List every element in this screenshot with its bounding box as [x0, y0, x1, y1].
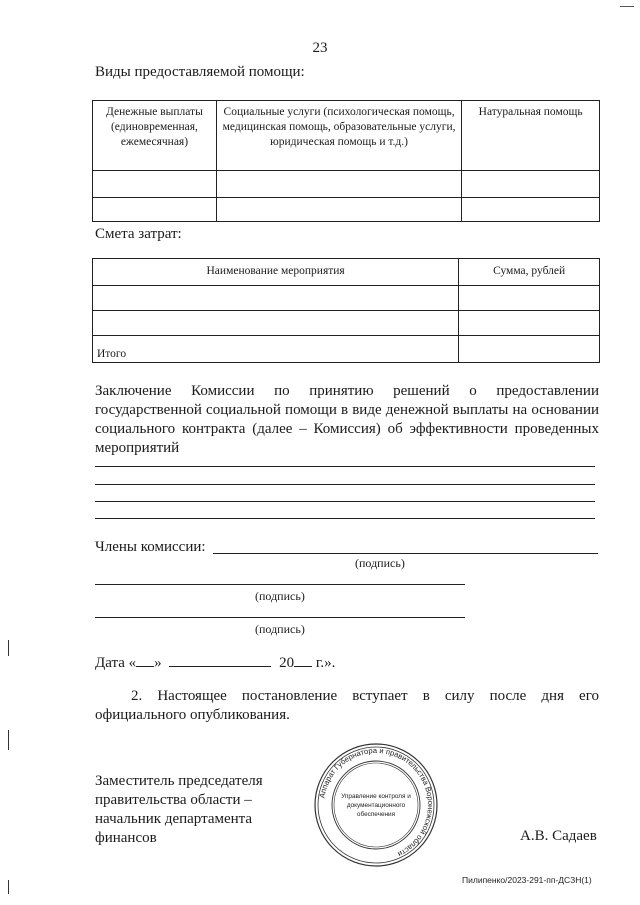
table-cell	[462, 198, 600, 222]
signatory-title-line: начальник департамента	[95, 811, 253, 827]
stamp-inner-line: документационного	[346, 802, 406, 809]
member-signature-line	[95, 584, 465, 585]
date-suffix: г.».	[315, 655, 336, 671]
table-cell	[93, 311, 459, 336]
table-cell	[459, 336, 600, 363]
table-cell	[462, 171, 600, 198]
aid-types-table	[92, 100, 600, 222]
aid-col-money: Денежные выплаты (единовременная, ежемесячная)	[93, 101, 217, 171]
table-cell	[459, 286, 600, 311]
clause-2: 2. Настоящее постановление вступает в силу после дня его официального опубликования.	[95, 688, 599, 723]
table-cell	[93, 171, 217, 198]
page-number: 23	[312, 40, 328, 56]
commission-conclusion: Заключение Комиссии по принятию решений о предоставлении государственной социальной помощи в виде денежной выплаты на основании социального контракта (далее – Комиссия) об эффективности проведенных мероприятий	[95, 383, 599, 456]
aid-types-heading: Виды предоставляемой помощи:	[95, 64, 305, 80]
table-row	[93, 336, 600, 363]
member-signature-line	[213, 553, 598, 554]
month-blank	[169, 654, 271, 667]
table-cell	[216, 198, 461, 222]
table-row	[93, 286, 600, 311]
table-row	[93, 171, 600, 198]
member-signature-line	[95, 617, 465, 618]
conclusion-line	[95, 484, 595, 485]
scan-edge-mark	[620, 6, 634, 7]
table-cell	[93, 198, 217, 222]
conclusion-line	[95, 518, 595, 519]
aid-col-natural: Натуральная помощь	[462, 101, 600, 171]
conclusion-line	[95, 466, 595, 467]
table-cell	[93, 286, 459, 311]
cost-col-activity: Наименование мероприятия	[93, 259, 459, 286]
day-blank	[136, 654, 154, 667]
cost-col-sum: Сумма, рублей	[459, 259, 600, 286]
scan-edge-mark	[8, 880, 9, 894]
total-label: Итого	[93, 336, 459, 363]
year-blank	[294, 654, 312, 667]
aid-col-services: Социальные услуги (психологическая помощь, медицинская помощь, образовательные услуги, юридическая помощь и т.д.)	[216, 101, 461, 171]
signatory-name: А.В. Садаев	[520, 828, 597, 844]
stamp-inner-line: Управление контроля и	[341, 793, 411, 800]
table-cell	[216, 171, 461, 198]
cost-estimate-heading: Смета затрат:	[95, 226, 182, 242]
signature-caption: (подпись)	[355, 556, 405, 570]
signature-caption: (подпись)	[255, 589, 305, 603]
signatory-title-line: правительства области –	[95, 792, 252, 808]
date-prefix: Дата «	[95, 655, 137, 671]
signature-caption: (подпись)	[255, 622, 305, 636]
scan-edge-mark	[8, 730, 9, 750]
cost-estimate-table	[92, 258, 600, 363]
document-code: Пилипенко/2023-291-пп-ДСЗН(1)	[462, 875, 592, 885]
year-prefix: 20	[279, 655, 295, 671]
date-line	[95, 654, 335, 672]
signatory-title-line: Заместитель председателя	[95, 773, 263, 789]
members-label: Члены комиссии:	[95, 539, 206, 555]
date-mid: »	[154, 655, 162, 671]
stamp-inner-line: обеспечения	[356, 811, 396, 818]
official-stamp	[313, 742, 439, 868]
table-row	[93, 311, 600, 336]
table-row	[93, 198, 600, 222]
signatory-title-line: финансов	[95, 830, 157, 846]
stamp-outer-text: Аппарат Губернатора и правительства Воронежской области	[317, 745, 436, 859]
signatory-title	[95, 772, 263, 848]
table-cell	[459, 311, 600, 336]
conclusion-line	[95, 501, 595, 502]
scan-edge-mark	[8, 640, 9, 656]
